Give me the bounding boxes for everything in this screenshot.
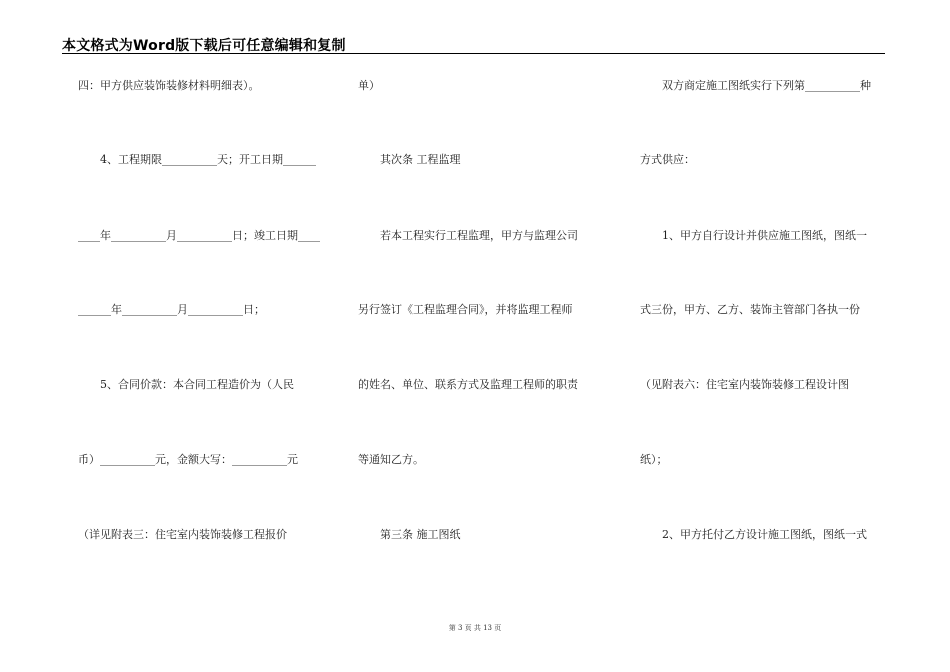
text-line: 另行签订《工程监理合同》，并将监理工程师	[358, 303, 573, 316]
text-line: 双方商定施工图纸实行下列第__________种	[640, 79, 871, 92]
text-line: ______年__________月__________日；	[78, 303, 265, 316]
text-column-1	[78, 0, 318, 672]
text-line: 单）	[358, 79, 380, 92]
text-line: 等通知乙方。	[358, 453, 424, 466]
text-line: 4、工程期限__________天；开工日期______	[78, 153, 316, 166]
text-line: 第三条 施工图纸	[358, 528, 461, 541]
document-header-title: 本文格式为Word版下载后可任意编辑和复制	[62, 38, 346, 54]
text-line: 其次条 工程监理	[358, 153, 461, 166]
text-line: 1、甲方自行设计并供应施工图纸，图纸一	[640, 229, 867, 242]
text-column-2	[358, 0, 602, 672]
text-line: （见附表六：住宅室内装饰装修工程设计图	[640, 378, 849, 391]
text-line: ____年__________月__________日；竣工日期____	[78, 229, 320, 242]
text-column-3	[640, 0, 885, 672]
text-line: 5、合同价款：本合同工程造价为（人民	[78, 378, 294, 391]
page-number-footer: 第 3 页 共 13 页	[448, 624, 502, 632]
text-line: 2、甲方托付乙方设计施工图纸，图纸一式	[640, 528, 867, 541]
text-line: 方式供应：	[640, 153, 695, 166]
text-line: 若本工程实行工程监理，甲方与监理公司	[358, 229, 578, 242]
text-line: 的姓名、单位、联系方式及监理工程师的职责	[358, 378, 578, 391]
text-line: 币）__________元，金额大写：__________元	[78, 453, 298, 466]
text-line: 式三份，甲方、乙方、装饰主管部门各执一份	[640, 303, 860, 316]
text-line: 四：甲方供应装饰装修材料明细表）。	[78, 79, 260, 92]
text-line: 纸）；	[640, 453, 668, 466]
text-line: （详见附表三：住宅室内装饰装修工程报价	[78, 528, 287, 541]
